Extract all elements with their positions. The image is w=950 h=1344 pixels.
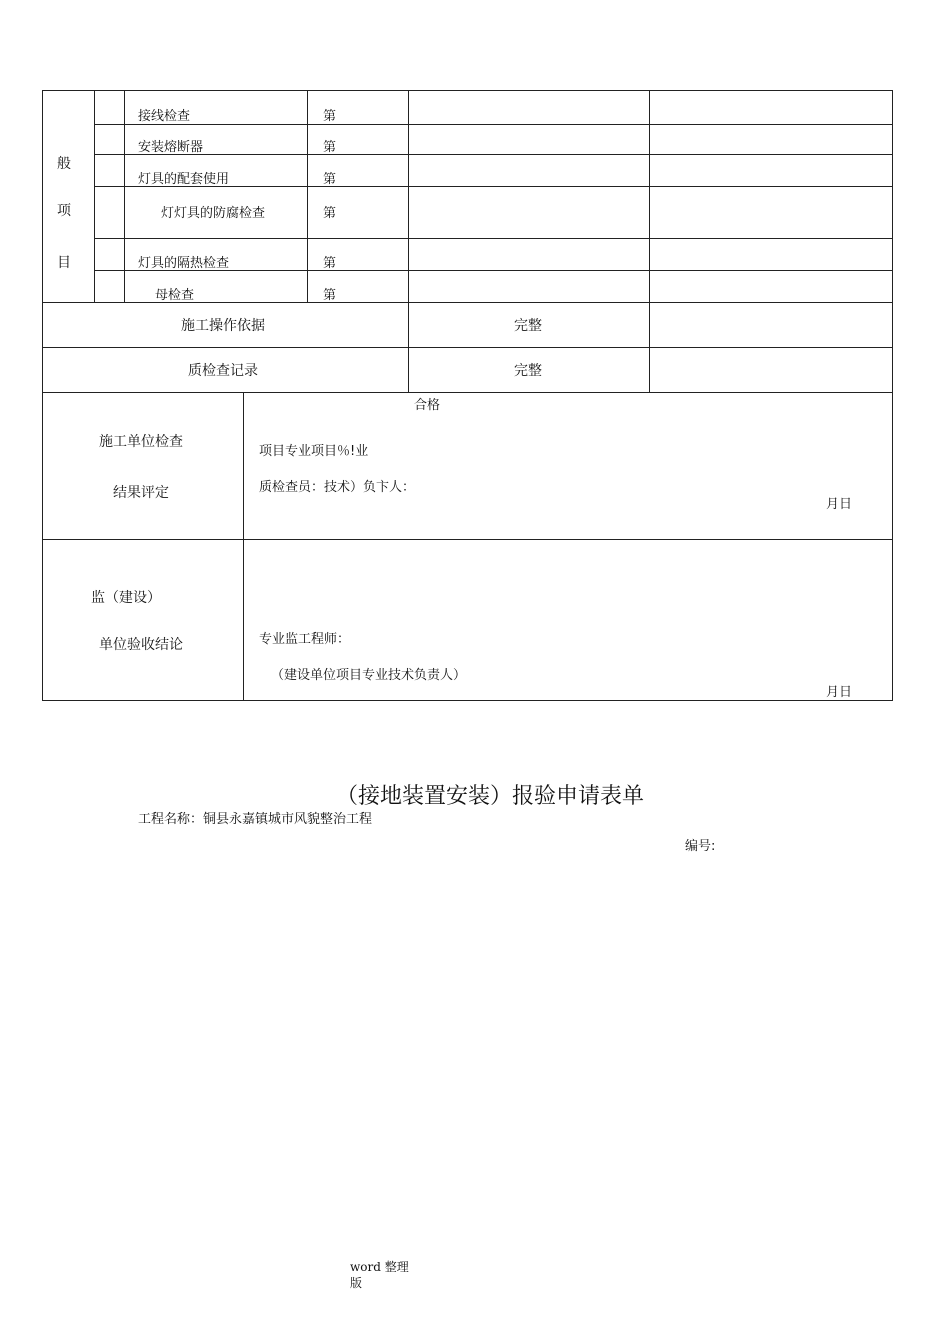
row-divider <box>42 539 893 540</box>
clause-label: 第 <box>323 140 337 155</box>
page-footer <box>350 1259 409 1291</box>
form-number-label: 编号: <box>685 839 716 854</box>
basis-label: 施工操作依据 <box>181 318 265 334</box>
group-label-char: 目 <box>57 255 71 271</box>
contractor-result: 合格 <box>414 398 441 413</box>
col-divider <box>408 90 409 392</box>
clause-label: 第 <box>323 256 337 271</box>
item-label: 灯具的配套使用 <box>138 172 230 187</box>
basis-status: 完整 <box>514 318 542 334</box>
supervisor-check-label: 监（建设） <box>91 590 161 606</box>
contractor-check-label: 施工单位检查 <box>99 434 183 450</box>
col-divider <box>94 90 95 302</box>
contractor-check-label: 结果评定 <box>113 485 169 501</box>
col-divider <box>307 90 308 302</box>
clause-label: 第 <box>323 206 337 221</box>
row-divider <box>94 124 893 125</box>
table-border-top <box>42 90 893 91</box>
record-status: 完整 <box>514 363 542 379</box>
contractor-date: 月日 <box>826 497 853 512</box>
contractor-signature-line: 质检查员：技术）负卞人： <box>259 480 416 495</box>
item-label: 安装熔断器 <box>138 140 204 155</box>
row-divider <box>94 154 893 155</box>
table-border-left <box>42 90 43 701</box>
item-label: 灯灯具的防腐检查 <box>161 206 266 221</box>
record-label: 质检查记录 <box>188 363 258 379</box>
clause-label: 第 <box>323 172 337 187</box>
contractor-signature-line: 项目专业项目％!业 <box>259 444 369 459</box>
row-divider <box>42 392 893 393</box>
clause-label: 第 <box>323 109 337 124</box>
col-divider <box>649 90 650 392</box>
footer-line: word 整理 <box>350 1260 409 1274</box>
form-title: （接地装置安装）报验申请表单 <box>336 784 645 809</box>
item-label: 灯具的隔热检查 <box>138 256 230 271</box>
footer-line: 版 <box>350 1276 363 1290</box>
row-divider <box>94 238 893 239</box>
table-border-bottom <box>42 700 893 701</box>
project-name-clip <box>138 810 438 826</box>
project-name: 工程名称：铜县永嘉镇城市风貌整治工程 <box>138 812 373 826</box>
group-label-char: 般 <box>57 156 71 172</box>
supervisor-signature-line: （建设单位项目专业技术负责人） <box>271 668 467 683</box>
col-divider <box>124 90 125 302</box>
table-border-right <box>892 90 893 701</box>
supervisor-check-label: 单位验收结论 <box>99 637 183 653</box>
supervisor-date: 月日 <box>826 685 853 700</box>
row-divider <box>42 347 893 348</box>
supervisor-signature-line: 专业监工程师： <box>259 632 351 647</box>
item-label: 母检查 <box>155 288 195 303</box>
clause-label: 第 <box>323 288 337 303</box>
item-label: 接线检查 <box>138 109 191 124</box>
group-label-char: 项 <box>57 203 71 219</box>
col-divider <box>243 392 244 701</box>
